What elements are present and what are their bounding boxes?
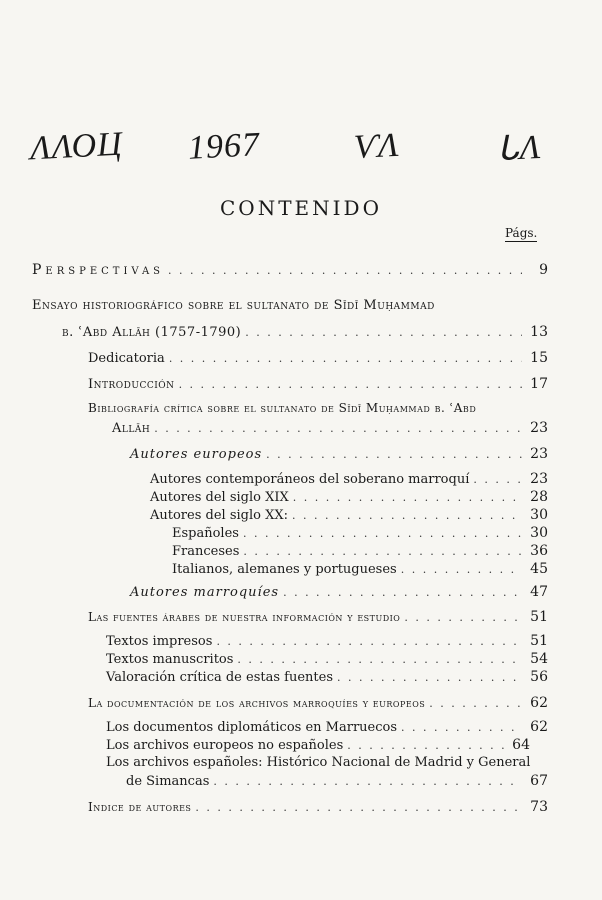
dot-leader: [243, 527, 522, 540]
toc-entry-archivos-espanoles-line1[interactable]: Los archivos españoles: Histórico Nacional de Madrid y General: [106, 755, 531, 770]
toc-entry-label: Textos impresos: [106, 634, 213, 649]
toc-entry-page: 36: [530, 543, 548, 559]
toc-entry-page: 15: [530, 350, 548, 366]
toc-entry-page: 62: [530, 695, 548, 711]
toc-entry-label: Los documentos diplomáticos en Marruecos: [106, 720, 398, 735]
dot-leader: [429, 697, 522, 710]
toc-entry-label: Franceses: [172, 544, 240, 559]
toc-entry-label: Autores del siglo XX:: [150, 508, 288, 523]
toc-entry-archivos-europeos[interactable]: [106, 737, 530, 753]
page-title: CONTENIDO: [220, 196, 382, 220]
dot-leader: [266, 448, 522, 461]
toc-entry-label: Autores contemporáneos del soberano marroquí: [150, 472, 470, 487]
dot-leader: [179, 378, 522, 391]
toc-entry-page: 23: [530, 446, 548, 462]
toc-entry-page: 64: [512, 737, 530, 753]
dot-leader: [292, 509, 522, 522]
toc-entry-label: Perspectivas: [32, 262, 165, 278]
dot-leader: [243, 545, 522, 558]
dot-leader: [245, 326, 522, 339]
toc-entry-franceses[interactable]: [172, 543, 548, 559]
toc-entry-page: 23: [530, 420, 548, 436]
toc-entry-indice-autores[interactable]: [88, 799, 548, 815]
toc-entry-perspectivas[interactable]: [32, 262, 548, 278]
toc-entry-valoracion-critica[interactable]: [106, 669, 548, 685]
toc-entry-espanoles[interactable]: [172, 525, 548, 541]
toc-entry-page: 73: [530, 799, 548, 815]
toc-entry-bibliografia[interactable]: [112, 420, 548, 436]
dot-leader: [401, 563, 522, 576]
handwritten-note-3: ѴΛ: [353, 126, 401, 167]
dot-leader: [195, 801, 522, 814]
toc-entry-page: 45: [530, 561, 548, 577]
toc-entry-label: Autores europeos: [130, 447, 263, 462]
handwritten-note-4: ᒐΛ: [496, 128, 542, 169]
toc-entry-label: Autores marroquíes: [130, 585, 280, 600]
toc-entry-label: Italianos, alemanes y portugueses: [172, 562, 397, 577]
toc-entry-page: 9: [539, 262, 548, 278]
toc-entry-autores-contemporaneos[interactable]: [150, 471, 548, 487]
toc-entry-textos-impresos[interactable]: [106, 633, 548, 649]
toc-entry-documentacion[interactable]: [88, 695, 548, 711]
toc-entry-page: 23: [530, 471, 548, 487]
toc-entry-label: Textos manuscritos: [106, 652, 234, 667]
toc-entry-page: 47: [530, 584, 548, 600]
toc-entry-label: Indice de autores: [88, 800, 192, 814]
dot-leader: [237, 653, 522, 666]
dot-leader: [154, 422, 522, 435]
dot-leader: [337, 671, 522, 684]
dot-leader: [216, 635, 522, 648]
dot-leader: [169, 352, 522, 365]
toc-entry-ensayo-line1[interactable]: Ensayo historiográfico sobre el sultanato de Sīdī Muḥammad: [32, 298, 435, 313]
toc-entry-documentos-diplomaticos[interactable]: [106, 719, 548, 735]
toc-entry-label: La documentación de los archivos marroquíes y europeos: [88, 696, 426, 710]
toc-entry-autores-europeos[interactable]: [130, 446, 548, 462]
toc-entry-fuentes-arabes[interactable]: [88, 609, 548, 625]
toc-entry-page: 67: [530, 773, 548, 789]
toc-entry-siglo-xix[interactable]: [150, 489, 548, 505]
dot-leader: [213, 775, 522, 788]
toc-entry-bibliografia-line1[interactable]: Bibliografía crítica sobre el sultanato de Sīdī Muḥammad b. ʿAbd: [88, 401, 477, 415]
toc-entry-ensayo[interactable]: [62, 324, 548, 340]
toc-entry-autores-marroquies[interactable]: [130, 584, 548, 600]
dot-leader: [168, 264, 522, 277]
handwritten-note-1: ΛΛΟЦ: [29, 125, 124, 168]
dot-leader: [401, 721, 522, 734]
toc-entry-label: Introducción: [88, 377, 175, 392]
toc-entry-page: 30: [530, 525, 548, 541]
toc-entry-label: Los archivos europeos no españoles: [106, 738, 344, 753]
dot-leader: [283, 586, 522, 599]
toc-entry-label: Dedicatoria: [88, 351, 165, 366]
dot-leader: [347, 739, 504, 752]
toc-entry-page: 54: [530, 651, 548, 667]
toc-entry-label: Españoles: [172, 526, 239, 541]
toc-entry-archivos-espanoles[interactable]: [126, 773, 548, 789]
toc-entry-label: Allāh: [112, 421, 151, 436]
toc-entry-label: b. ʿAbd Allāh (1757-1790): [62, 325, 242, 340]
toc-entry-siglo-xx[interactable]: [150, 507, 548, 523]
toc-entry-label: Valoración crítica de estas fuentes: [106, 670, 333, 685]
toc-entry-page: 28: [530, 489, 548, 505]
toc-entry-page: 13: [530, 324, 548, 340]
toc-entry-page: 17: [530, 376, 548, 392]
toc-entry-label: Las fuentes árabes de nuestra información y estudio: [88, 610, 401, 624]
toc-entry-page: 62: [530, 719, 548, 735]
toc-entry-page: 51: [530, 633, 548, 649]
dot-leader: [473, 473, 522, 486]
handwritten-note-2: 1967: [187, 126, 261, 167]
toc-entry-label: Autores del siglo XIX: [150, 490, 289, 505]
dot-leader: [293, 491, 522, 504]
toc-entry-page: 56: [530, 669, 548, 685]
toc-entry-dedicatoria[interactable]: [88, 350, 548, 366]
toc-entry-introduccion[interactable]: [88, 376, 548, 392]
toc-entry-page: 51: [530, 609, 548, 625]
dot-leader: [404, 611, 522, 624]
toc-entry-italianos[interactable]: [172, 561, 548, 577]
toc-entry-label: de Simancas: [126, 774, 210, 789]
toc-entry-page: 30: [530, 507, 548, 523]
toc-entry-textos-manuscritos[interactable]: [106, 651, 548, 667]
pages-column-header: Págs.: [505, 226, 538, 240]
